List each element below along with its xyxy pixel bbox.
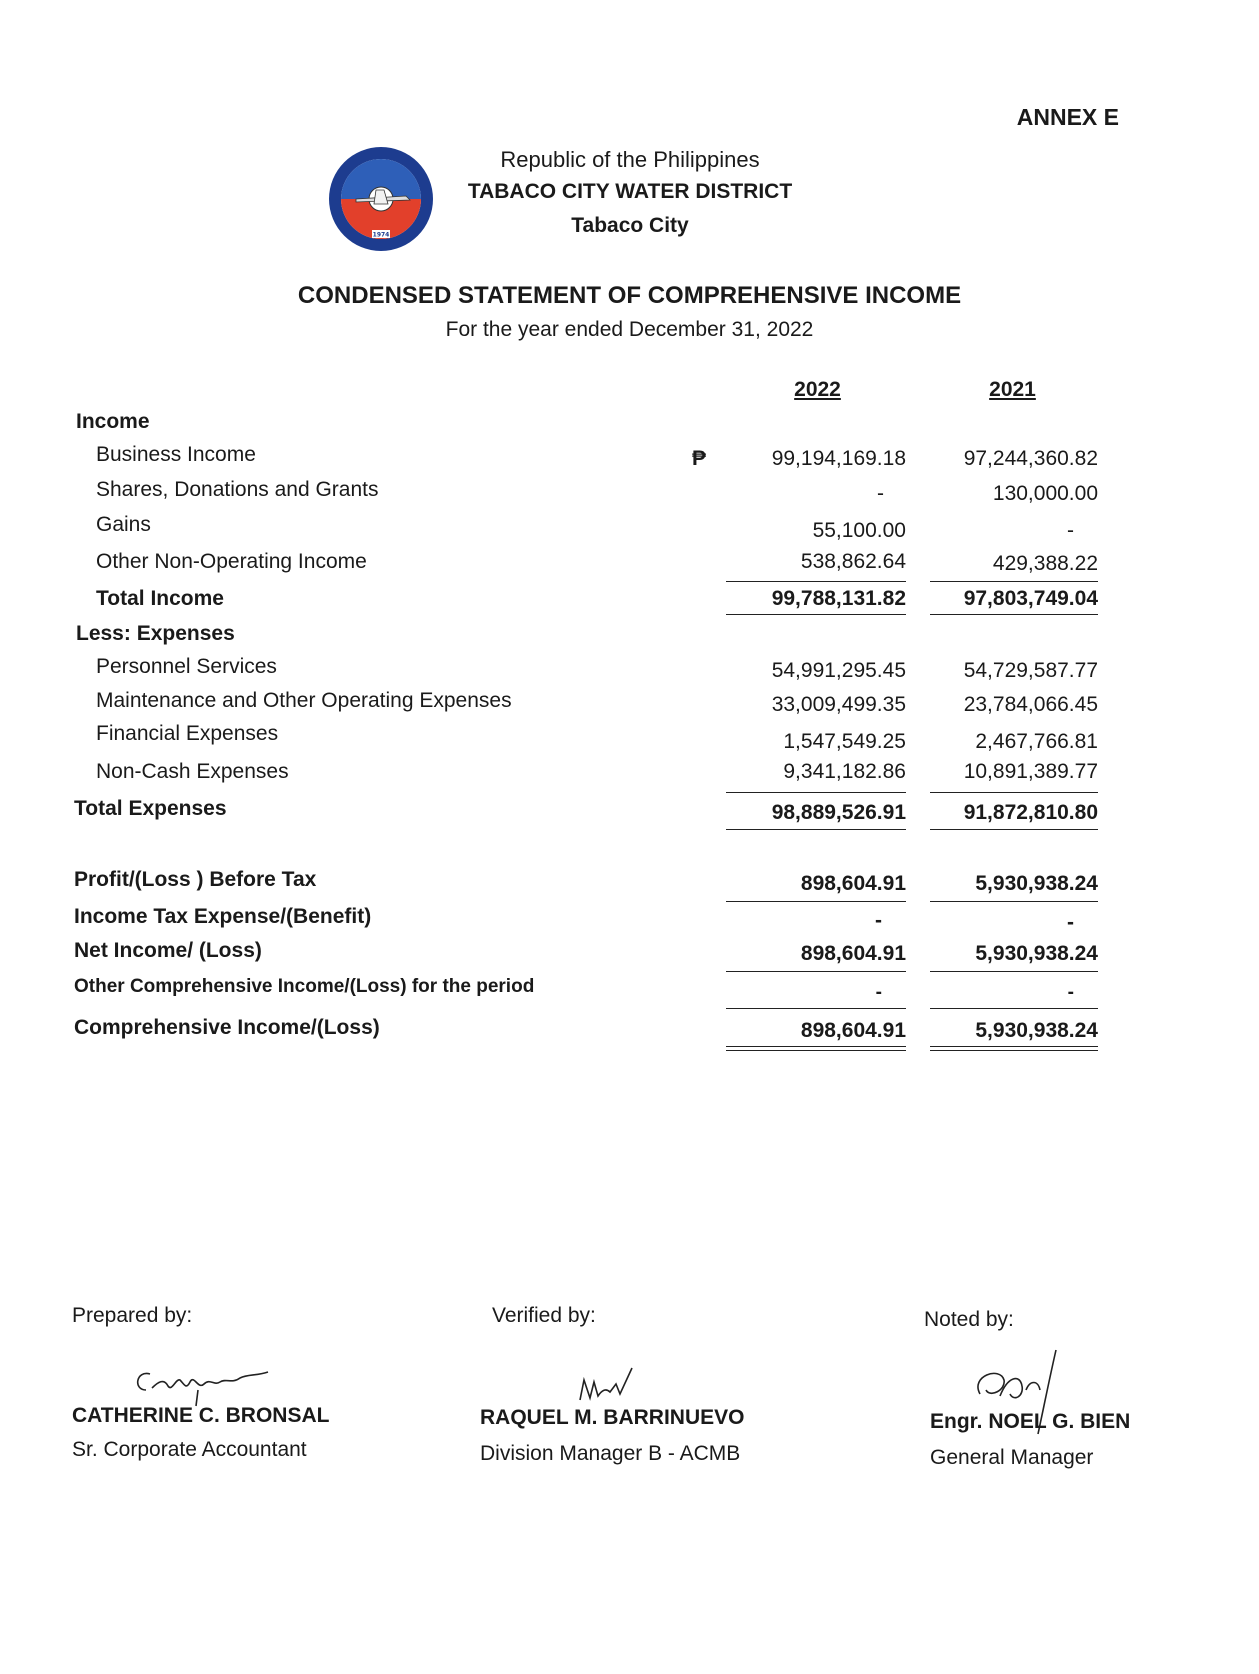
grand-total-double-rule-2022 — [726, 1046, 906, 1051]
verified-by-name: RAQUEL M. BARRINUEVO — [480, 1406, 745, 1429]
value-2022: 99,194,169.18 — [771, 447, 906, 470]
row-label: Business Income — [96, 443, 256, 466]
row-total-expenses — [0, 797, 1259, 827]
value-2022: 538,862.64 — [800, 550, 906, 573]
row-personnel-services — [0, 655, 1259, 685]
value-2021: 91,872,810.80 — [963, 801, 1098, 824]
header-republic: Republic of the Philippines — [500, 147, 760, 172]
row-label: Comprehensive Income/(Loss) — [74, 1016, 380, 1039]
column-header-2021: 2021 — [989, 378, 1036, 401]
value-2021: 130,000.00 — [992, 482, 1098, 505]
header-district-name: TABACO CITY WATER DISTRICT — [467, 180, 793, 203]
value-2022: 898,604.91 — [800, 1019, 906, 1042]
value-2022: - — [875, 909, 882, 932]
rule-2021 — [930, 1008, 1098, 1009]
value-2021: - — [1067, 982, 1074, 1003]
prepared-by-name: CATHERINE C. BRONSAL — [72, 1404, 330, 1427]
verified-by-title: Division Manager B - ACMB — [480, 1442, 741, 1465]
rule-2022 — [726, 971, 906, 972]
value-2021: - — [1067, 519, 1074, 542]
noted-by-title: General Manager — [930, 1446, 1094, 1469]
grand-total-double-rule-2021 — [930, 1046, 1098, 1051]
row-label: Total Income — [96, 587, 224, 610]
value-2021: 2,467,766.81 — [975, 730, 1098, 753]
row-profit-before-tax — [0, 868, 1259, 898]
section-income — [0, 410, 1259, 440]
statement-period: For the year ended December 31, 2022 — [445, 318, 814, 341]
value-2022: 1,547,549.25 — [783, 730, 906, 753]
noted-by-caption: Noted by: — [924, 1308, 1014, 1331]
total-rule-2022 — [726, 829, 906, 830]
row-label: Maintenance and Other Operating Expenses — [96, 689, 512, 712]
row-other-non-operating-income — [0, 550, 1259, 580]
section-expenses-label: Less: Expenses — [76, 622, 235, 645]
value-2021: 10,891,389.77 — [963, 760, 1098, 783]
value-2022: 99,788,131.82 — [771, 587, 906, 610]
subtotal-rule-2022 — [726, 792, 906, 793]
subtotal-rule-2022 — [726, 581, 906, 582]
statement-title: CONDENSED STATEMENT OF COMPREHENSIVE INCOME — [297, 282, 962, 309]
value-2021: 5,930,938.24 — [975, 942, 1098, 965]
row-label: Other Non-Operating Income — [96, 550, 367, 573]
value-2021: 5,930,938.24 — [975, 1019, 1098, 1042]
subtotal-rule-2021 — [930, 792, 1098, 793]
value-2022: 55,100.00 — [812, 519, 906, 542]
total-rule-2021 — [930, 614, 1098, 615]
prepared-by-caption: Prepared by: — [72, 1304, 193, 1327]
rule-2022 — [726, 901, 906, 902]
value-2021: 5,930,938.24 — [975, 872, 1098, 895]
header-city: Tabaco City — [571, 214, 689, 237]
prepared-by-signature — [128, 1360, 278, 1410]
row-label: Total Expenses — [74, 797, 227, 820]
column-header-2022: 2022 — [794, 378, 841, 401]
value-2022: 898,604.91 — [800, 872, 906, 895]
water-district-seal-logo — [326, 144, 436, 254]
rule-2021 — [930, 971, 1098, 972]
rule-2021 — [930, 901, 1098, 902]
noted-by-name: Engr. NOEL G. BIEN — [930, 1410, 1131, 1433]
row-label: Net Income/ (Loss) — [74, 939, 262, 962]
value-2022: - — [875, 982, 882, 1003]
verified-by-caption: Verified by: — [492, 1304, 596, 1327]
total-rule-2021 — [930, 829, 1098, 830]
rule-2022 — [726, 1008, 906, 1009]
value-2021: 97,803,749.04 — [963, 587, 1098, 610]
row-label: Non-Cash Expenses — [96, 760, 289, 783]
row-shares-donations-grants — [0, 478, 1259, 508]
value-2022: - — [877, 482, 884, 505]
row-label: Income Tax Expense/(Benefit) — [74, 905, 372, 928]
annex-label: ANNEX E — [1016, 104, 1119, 130]
row-comprehensive-income — [0, 1016, 1259, 1046]
svg-text:1974: 1974 — [372, 231, 390, 239]
row-label: Personnel Services — [96, 655, 277, 678]
value-2022: 33,009,499.35 — [771, 693, 906, 716]
section-expenses — [0, 622, 1259, 652]
row-financial-expenses — [0, 722, 1259, 752]
value-2022: 9,341,182.86 — [783, 760, 906, 783]
value-2022: 54,991,295.45 — [771, 659, 906, 682]
row-label: Profit/(Loss ) Before Tax — [74, 868, 317, 891]
section-income-label: Income — [76, 410, 150, 433]
value-2021: 23,784,066.45 — [963, 693, 1098, 716]
prepared-by-title: Sr. Corporate Accountant — [72, 1438, 307, 1461]
row-label: Other Comprehensive Income/(Loss) for the period — [74, 976, 535, 997]
row-business-income — [0, 443, 1259, 473]
value-2021: 97,244,360.82 — [963, 447, 1098, 470]
value-2021: 429,388.22 — [992, 552, 1098, 575]
row-other-comprehensive-income — [0, 976, 1259, 1006]
row-total-income — [0, 587, 1259, 617]
row-net-income — [0, 939, 1259, 969]
row-label: Gains — [96, 513, 151, 536]
value-2022: 98,889,526.91 — [771, 801, 906, 824]
row-non-cash-expenses — [0, 760, 1259, 790]
row-label: Shares, Donations and Grants — [96, 478, 379, 501]
total-rule-2022 — [726, 614, 906, 615]
row-mooe — [0, 689, 1259, 719]
row-gains — [0, 513, 1259, 543]
subtotal-rule-2021 — [930, 581, 1098, 582]
peso-sign: ₱ — [692, 447, 707, 470]
value-2021: - — [1067, 911, 1074, 934]
row-label: Financial Expenses — [96, 722, 279, 745]
row-income-tax — [0, 905, 1259, 935]
value-2021: 54,729,587.77 — [963, 659, 1098, 682]
value-2022: 898,604.91 — [800, 942, 906, 965]
